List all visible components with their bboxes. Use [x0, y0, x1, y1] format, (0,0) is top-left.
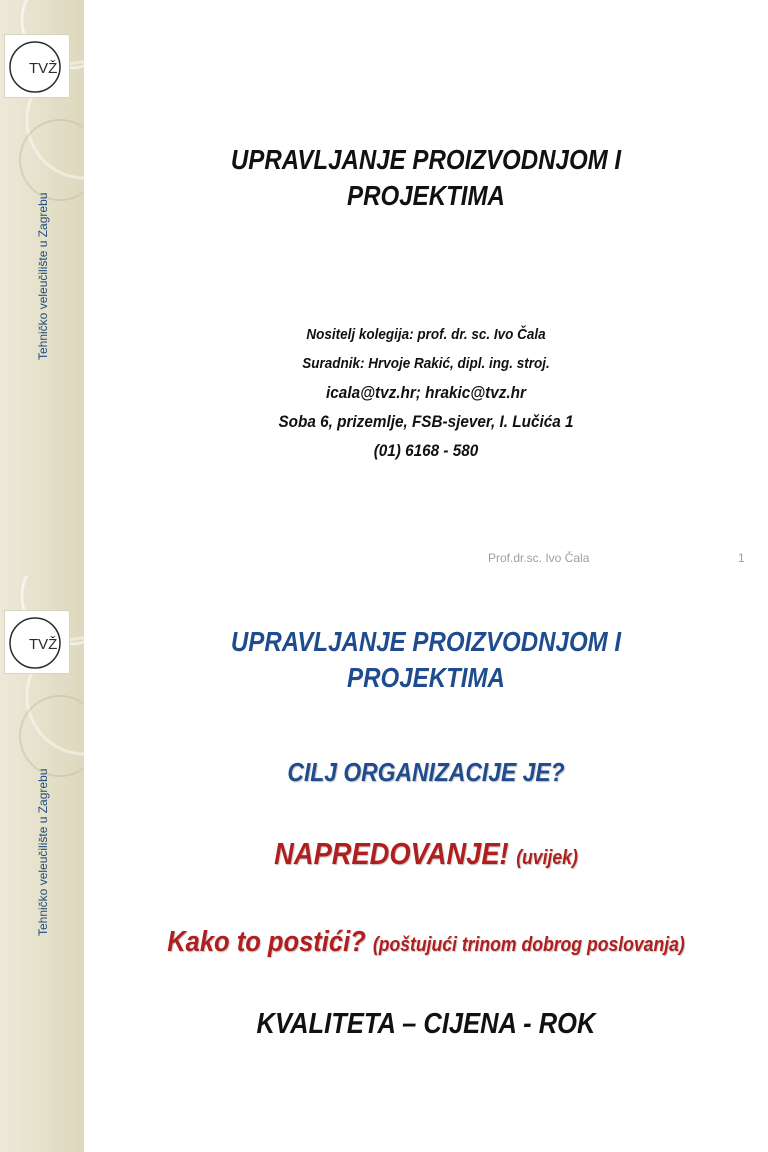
office-room: Soba 6, prizemlje, FSB-sjever, I. Lučića 1 [278, 412, 574, 431]
course-associate: Suradnik: Hrvoje Rakić, dipl. ing. stroj. [302, 355, 550, 372]
answer-sub: (uvijek) [516, 847, 578, 869]
title-line-1: UPRAVLJANJE PROIZVODNJOM I [230, 144, 622, 175]
course-holder: Nositelj kolegija: prof. dr. sc. Ivo Čala [306, 326, 546, 343]
answer-line [125, 836, 727, 872]
title-line-1: UPRAVLJANJE PROIZVODNJOM I [230, 626, 622, 657]
sidebar-institution-text: Tehničko veleučilište u Zagrebu [36, 192, 50, 360]
how-line [125, 926, 727, 959]
sidebar-decoration [0, 576, 84, 1152]
logo-text: TVŽ [29, 636, 58, 653]
logo-text: TVŽ [29, 60, 58, 77]
phone-number: (01) 6168 - 580 [373, 441, 479, 460]
slide-2-title [132, 624, 720, 696]
title-line-2: PROJEKTIMA [347, 180, 505, 211]
footer-author: Prof.dr.sc. Ivo Čala [488, 551, 590, 565]
tvz-logo [4, 34, 70, 98]
contact-email: icala@tvz.hr; hrakic@tvz.hr [326, 383, 526, 402]
how-sub: (poštujući trinom dobrog poslovanja) [372, 934, 685, 956]
sidebar-decoration [0, 0, 84, 576]
page-number: 1 [738, 551, 745, 565]
triad-text: KVALITETA – CIJENA - ROK [256, 1008, 596, 1040]
question-text: CILJ ORGANIZACIJE JE? [287, 757, 565, 787]
answer-main: NAPREDOVANJE! [274, 836, 509, 871]
title-line-2: PROJEKTIMA [347, 662, 505, 693]
tvz-logo [4, 610, 70, 674]
sidebar-institution-text: Tehničko veleučilište u Zagrebu [36, 768, 50, 936]
course-info [118, 320, 734, 465]
how-main: Kako to postići? [167, 926, 366, 958]
slide-title [132, 142, 720, 214]
